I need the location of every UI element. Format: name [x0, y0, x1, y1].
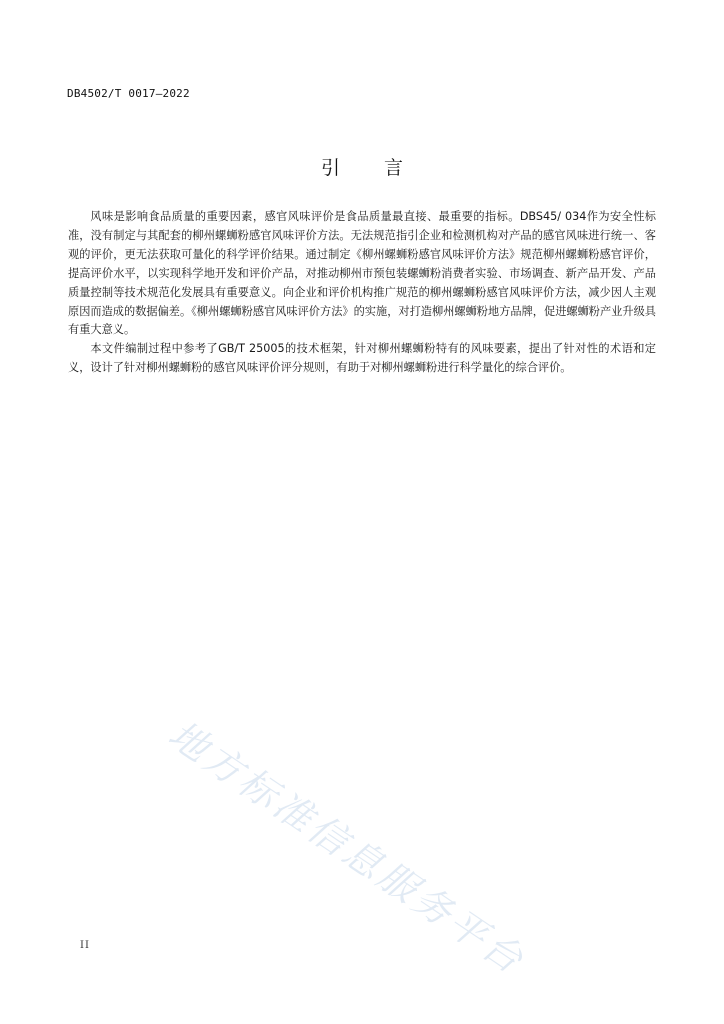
paragraph: 风味是影响食品质量的重要因素，感官风味评价是食品质量最直接、最重要的指标。DBS45/ 034作为安全性标准，没有制定与其配套的柳州螺蛳粉感官风味评价方法。无法规范指引企业和检测机构对产品的感官风味进行统一、客观的评价，更无法获取可量化的科学评价结果。通过制定《柳州螺蛳粉感官风味评价方法》规范柳州螺蛳粉感官评价，提高评价水平，以实现科学地开发和评价产品，对推动柳州市预包装螺蛳粉消费者实验、市场调查、新产品开发、产品质量控制等技术规范化发展具有重要意义。向企业和评价机构推广规范的柳州螺蛳粉感官风味评价方法，减少因人主观原因而造成的数据偏差。《柳州螺蛳粉感官风味评价方法》的实施，对打造柳州螺蛳粉地方品牌，促进螺蛳粉产业升级具有重大意义。: [68, 210, 656, 337]
paragraph: 本文件编制过程中参考了GB/T 25005的技术框架，针对柳州螺蛳粉特有的风味要素，提出了针对性的术语和定义，设计了针对柳州螺蛳粉的感官风味评价评分规则，有助于对柳州螺蛳粉进行科学量化的综合评价。: [68, 342, 656, 375]
standard-code: DB4502/T 0017—2022: [67, 87, 190, 100]
watermark: 地方标准信息服务平台: [160, 712, 534, 984]
introduction-body: [68, 208, 656, 378]
section-title: 引言: [320, 157, 447, 179]
page-number: II: [80, 940, 90, 951]
